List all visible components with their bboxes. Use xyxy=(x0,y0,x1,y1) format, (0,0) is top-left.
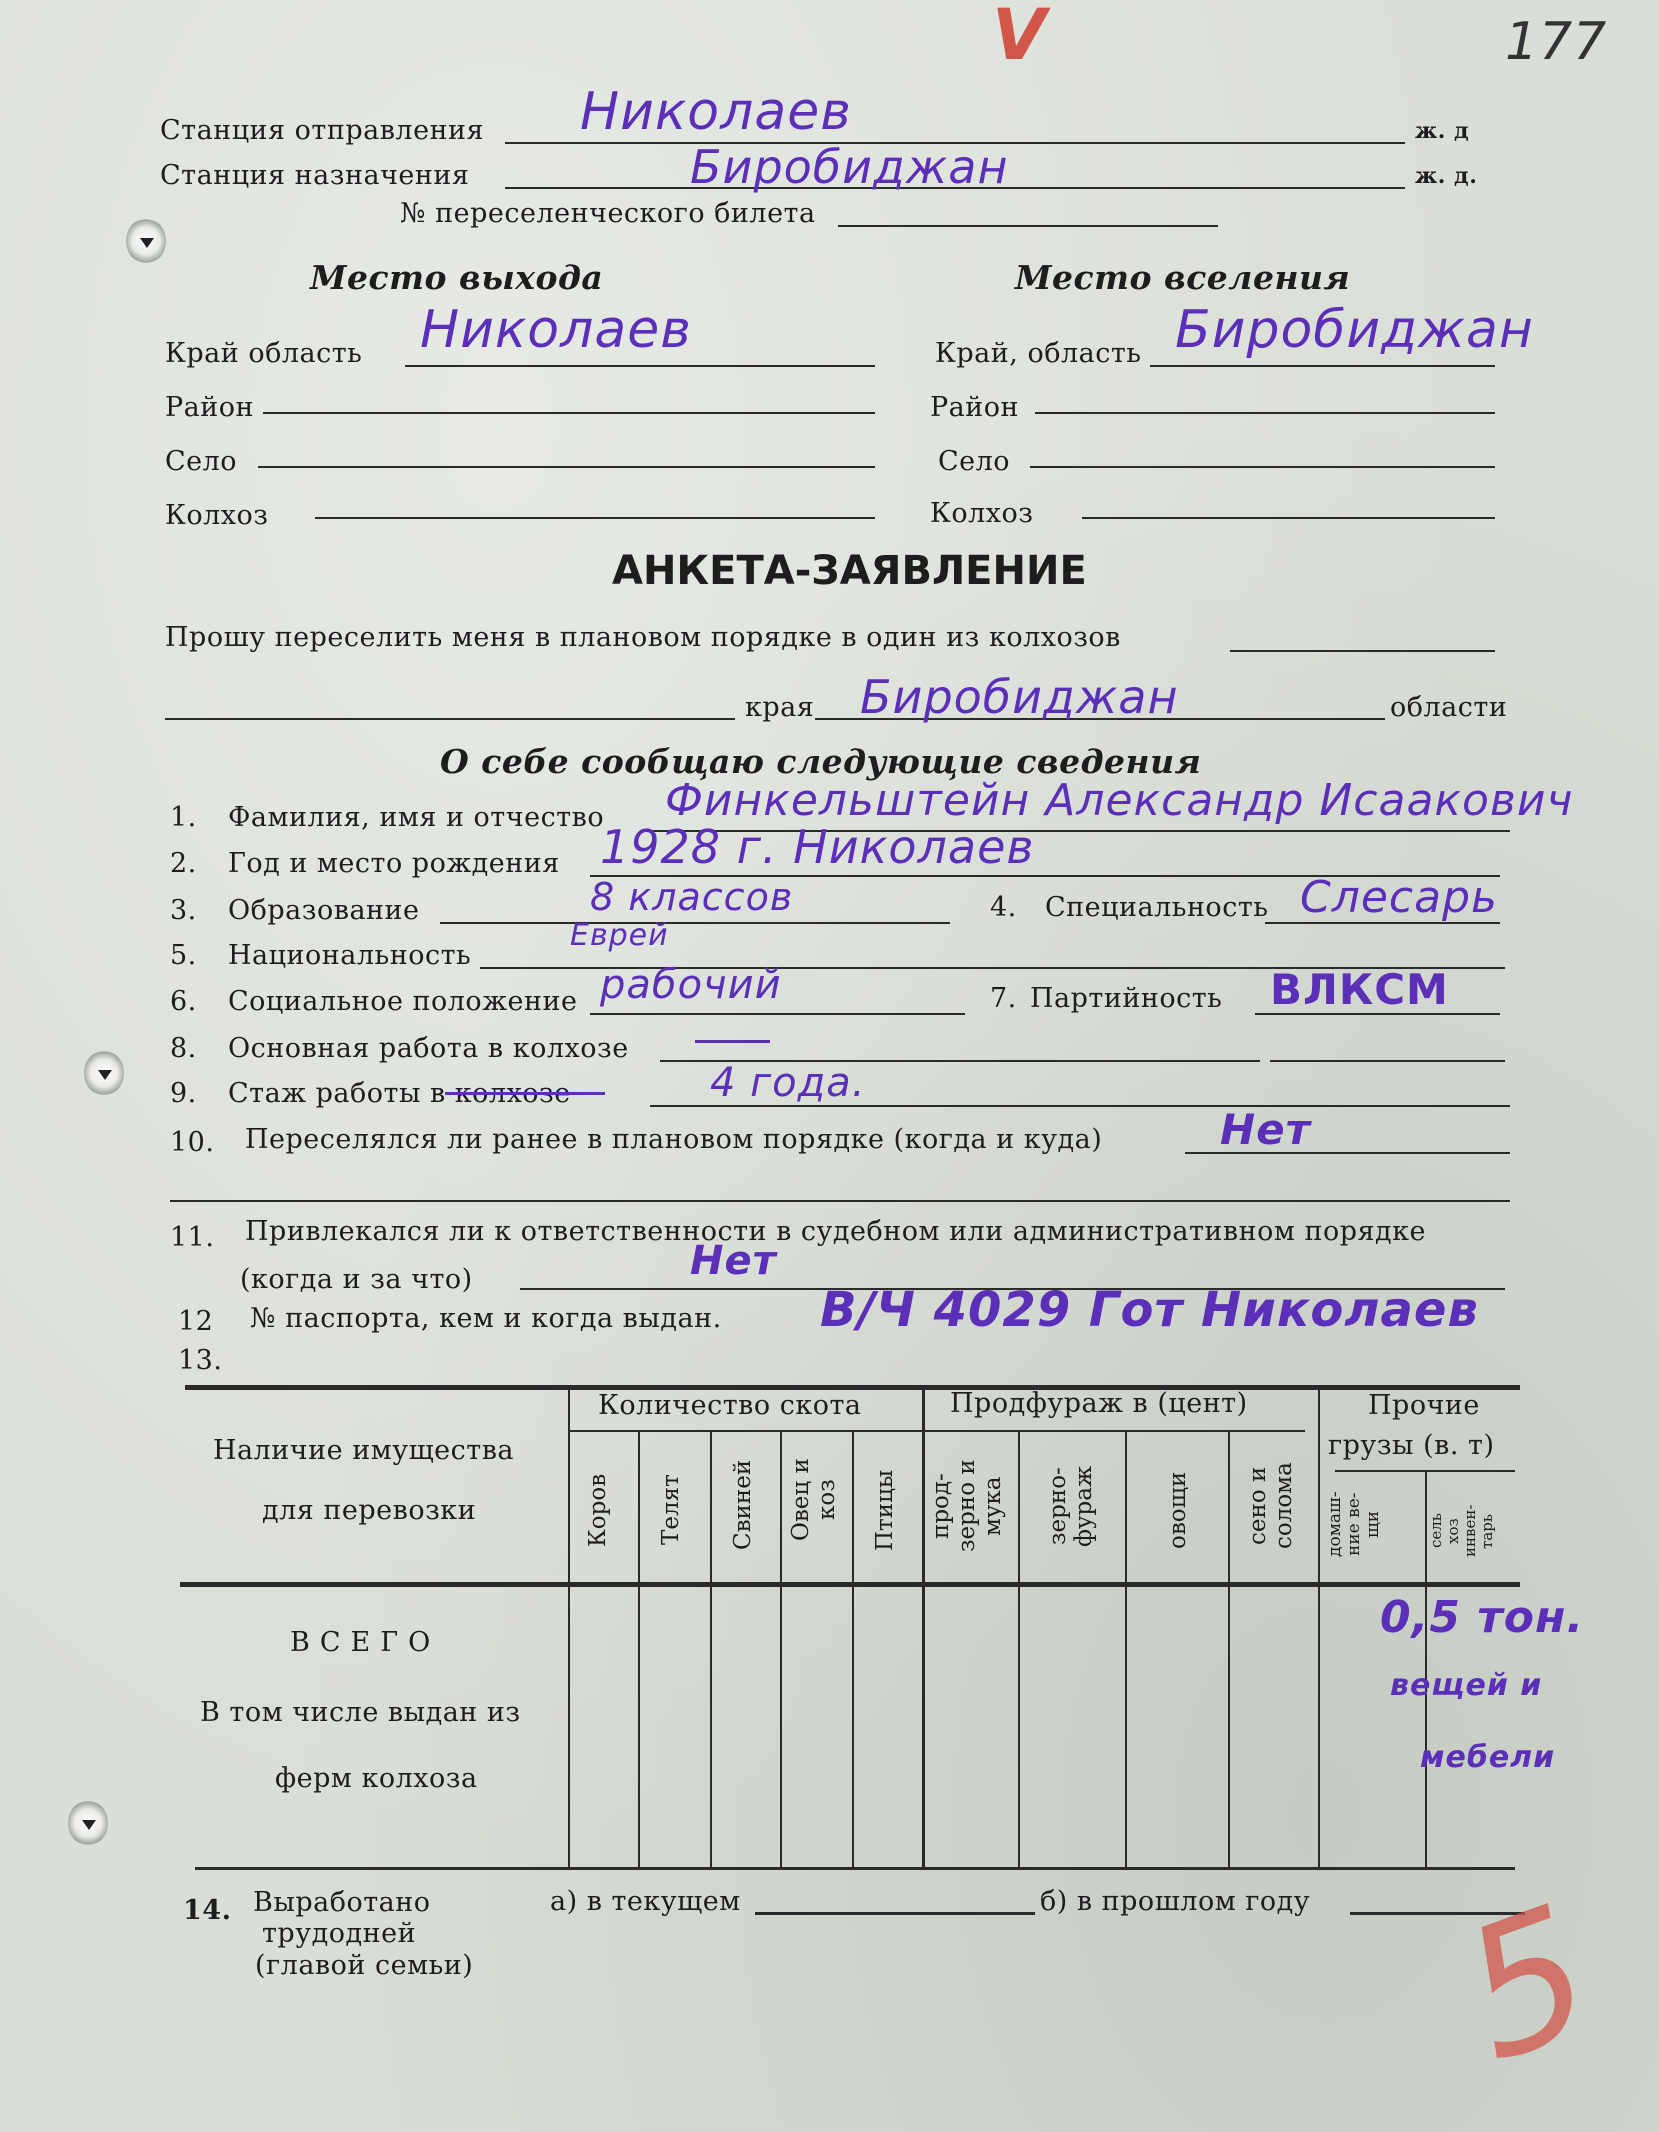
col-header: Птицы xyxy=(872,1469,898,1551)
col-header: сено и солома xyxy=(1245,1462,1297,1550)
col-header: домаш- ние ве- щи xyxy=(1325,1491,1383,1558)
item-number: 2. xyxy=(170,848,197,879)
page-number: 177 xyxy=(1505,12,1608,72)
kraya-value: Биробиджан xyxy=(860,670,1179,724)
destination-value: Биробиджан xyxy=(690,140,1009,194)
departure-label: Станция отправления xyxy=(160,115,485,146)
item-number: 5. xyxy=(170,940,197,971)
workdays-label: Выработано xyxy=(253,1887,431,1918)
work-experience-label: Стаж работы в колхозе xyxy=(228,1078,571,1109)
settle-village-label: Село xyxy=(938,446,1011,477)
workdays-label: (главой семьи) xyxy=(255,1950,474,1981)
settle-kolkhoz-label: Колхоз xyxy=(930,498,1034,529)
cargo-value: вещей и xyxy=(1390,1668,1543,1703)
kraya-label: края xyxy=(745,692,815,723)
punch-hole-icon xyxy=(68,1800,108,1846)
about-title: О себе сообщаю следующие сведения xyxy=(440,742,1202,781)
group-fodder: Продфураж в (цент) xyxy=(950,1388,1248,1419)
item-number: 10. xyxy=(170,1127,215,1158)
item-number: 12 xyxy=(178,1306,214,1337)
destination-suffix: ж. д. xyxy=(1415,163,1478,189)
group-other: Прочие xyxy=(1368,1390,1480,1421)
item-number: 6. xyxy=(170,986,197,1017)
liability-label-cont: (когда и за что) xyxy=(240,1264,473,1295)
item-number: 3. xyxy=(170,895,197,926)
row-header: для перевозки xyxy=(262,1495,477,1526)
specialty-value: Слесарь xyxy=(1300,872,1498,923)
destination-label: Станция назначения xyxy=(160,160,470,191)
resettled-before-label: Переселялся ли ранее в плановом порядке (когда и куда) xyxy=(245,1124,1103,1155)
party-value: ВЛКСМ xyxy=(1270,965,1449,1014)
work-experience-value: 4 года. xyxy=(710,1060,866,1106)
request-line: Прошу переселить меня в плановом порядке в один из колхозов xyxy=(165,622,1121,653)
punch-hole-icon xyxy=(126,218,166,264)
item-number: 8. xyxy=(170,1033,197,1064)
settle-district-label: Район xyxy=(930,392,1020,423)
col-header: Коров xyxy=(585,1473,611,1547)
total-label: ВСЕГО xyxy=(290,1627,441,1658)
exit-kolkhoz-label: Колхоз xyxy=(165,500,269,531)
item-number: 4. xyxy=(990,892,1017,923)
group-livestock: Количество скота xyxy=(598,1390,862,1421)
birth-value: 1928 г. Николаев xyxy=(600,820,1035,874)
item-number: 14. xyxy=(183,1895,232,1926)
education-label: Образование xyxy=(228,895,420,926)
col-header: Свиней xyxy=(730,1459,756,1551)
col-header: зерно- фураж xyxy=(1045,1465,1097,1547)
exit-title: Место выхода xyxy=(310,258,604,297)
cargo-value: 0,5 тон. xyxy=(1380,1592,1585,1643)
departure-value: Николаев xyxy=(580,82,852,142)
item-number: 1. xyxy=(170,802,197,833)
red-check-mark: V xyxy=(992,0,1048,76)
departure-suffix: ж. д xyxy=(1415,118,1470,144)
specialty-label: Специальность xyxy=(1045,892,1269,923)
col-header: прод- зерно и мука xyxy=(928,1459,1006,1553)
workdays-last-label: б) в прошлом году xyxy=(1040,1886,1311,1917)
full-name-value: Финкельштейн Александр Исаакович xyxy=(665,775,1574,826)
incl-label: ферм колхоза xyxy=(275,1763,478,1794)
exit-district-label: Район xyxy=(165,392,255,423)
form-title: АНКЕТА-ЗАЯВЛЕНИЕ xyxy=(612,548,1087,594)
col-header: овощи xyxy=(1165,1471,1191,1549)
settle-title: Место вселения xyxy=(1015,258,1351,297)
workdays-label: трудодней xyxy=(262,1918,417,1949)
liability-label: Привлекался ли к ответственности в судебном или административном порядке xyxy=(245,1216,1427,1247)
full-name-label: Фамилия, имя и отчество xyxy=(228,802,605,833)
col-header: Овец и коз xyxy=(788,1458,840,1541)
social-status-value: рабочий xyxy=(600,962,782,1008)
red-mark: 5 xyxy=(1437,1866,1618,2103)
exit-village-label: Село xyxy=(165,446,238,477)
cargo-value: мебели xyxy=(1420,1740,1556,1775)
passport-value: В/Ч 4029 Гот Николаев xyxy=(820,1282,1479,1338)
settle-region-label: Край, область xyxy=(935,338,1142,369)
liability-value: Нет xyxy=(690,1238,777,1284)
group-other: грузы (в. т) xyxy=(1328,1430,1495,1461)
workdays-current-label: а) в текущем xyxy=(550,1886,741,1917)
exit-region-value: Николаев xyxy=(420,300,692,360)
settle-region-value: Биробиджан xyxy=(1175,300,1534,360)
birth-label: Год и место рождения xyxy=(228,848,560,879)
ticket-label: № переселенческого билета xyxy=(400,198,816,229)
row-header: Наличие имущества xyxy=(213,1435,515,1466)
party-label: Партийность xyxy=(1030,983,1223,1014)
item-number: 9. xyxy=(170,1078,197,1109)
oblasti-label: области xyxy=(1390,692,1508,723)
education-value: 8 классов xyxy=(590,875,794,919)
main-work-label: Основная работа в колхозе xyxy=(228,1033,629,1064)
item-number: 11. xyxy=(170,1222,215,1253)
col-header: Телят xyxy=(658,1474,684,1546)
exit-region-label: Край область xyxy=(165,338,363,369)
resettled-before-value: Нет xyxy=(1220,1105,1311,1154)
passport-label: № паспорта, кем и когда выдан. xyxy=(250,1303,722,1334)
nationality-value: Еврей xyxy=(570,918,669,953)
incl-label: В том числе выдан из xyxy=(200,1697,521,1728)
nationality-label: Национальность xyxy=(228,940,472,971)
item-number: 7. xyxy=(990,983,1017,1014)
social-status-label: Социальное положение xyxy=(228,986,578,1017)
item-number: 13. xyxy=(178,1345,223,1376)
punch-hole-icon xyxy=(84,1050,124,1096)
col-header: сель хоз инвен- тарь xyxy=(1427,1504,1496,1558)
